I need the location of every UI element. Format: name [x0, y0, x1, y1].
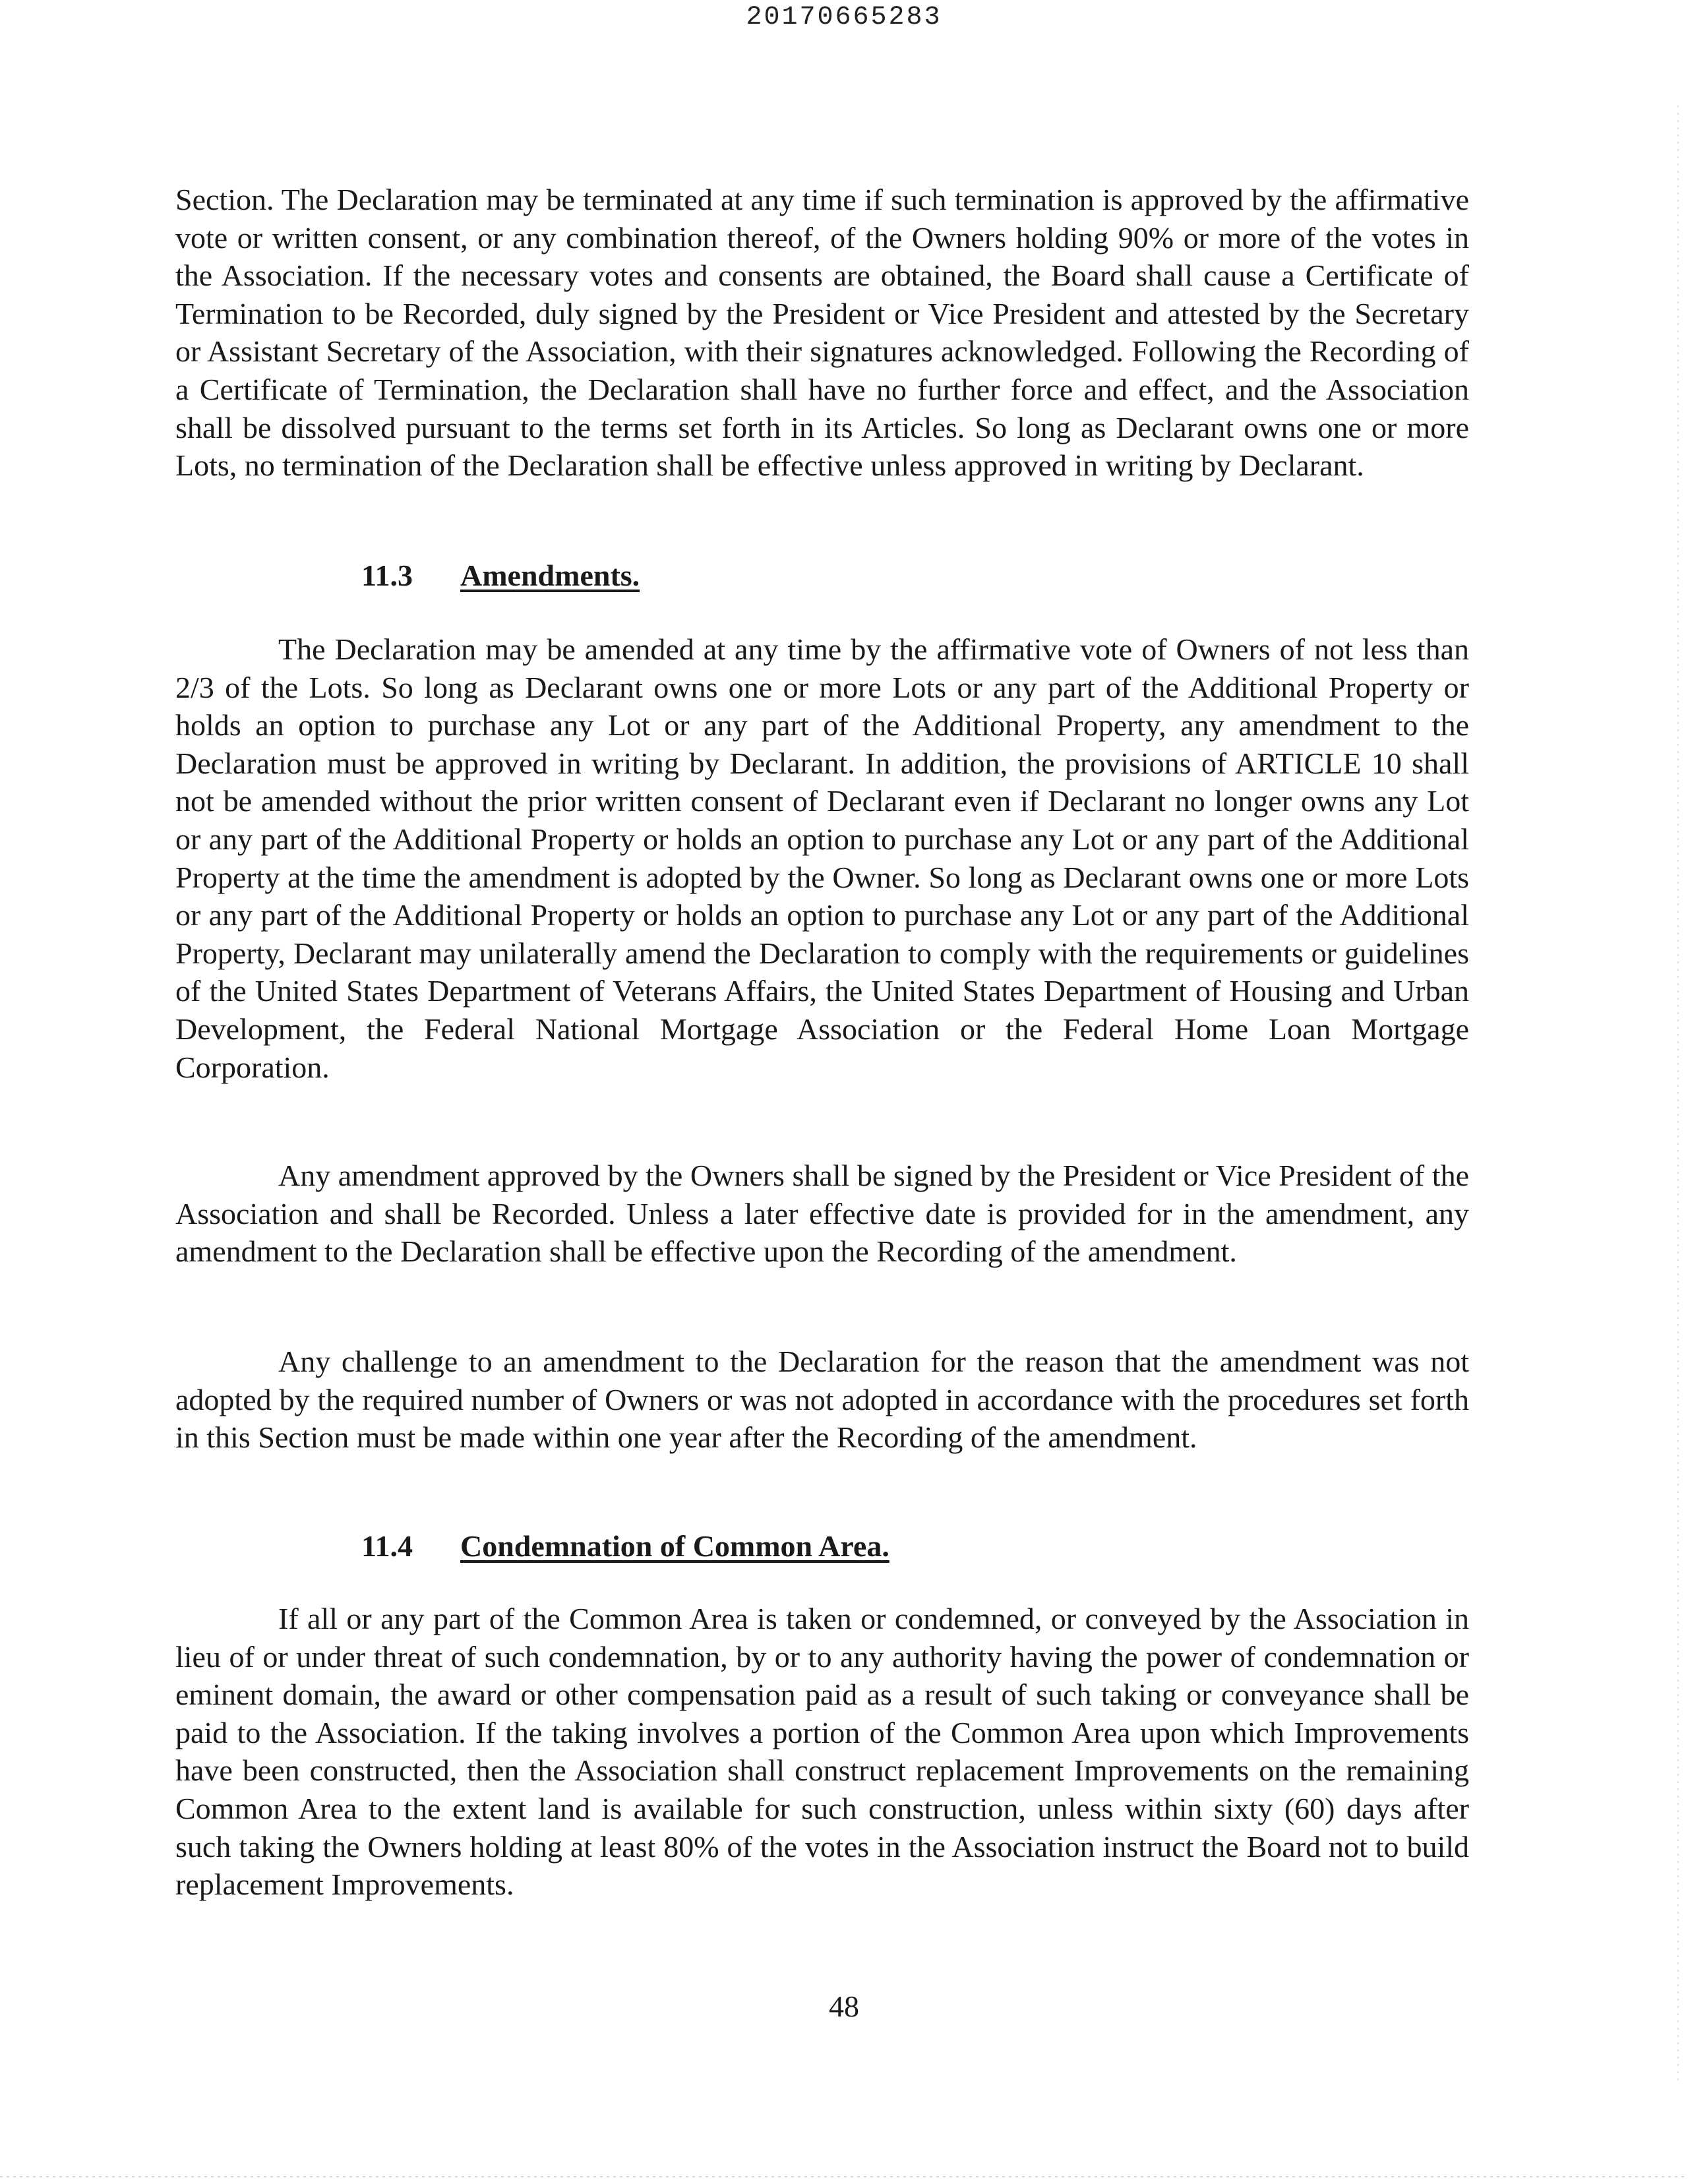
- section-heading-amendments: [361, 558, 640, 593]
- section-title: Amendments.: [460, 559, 640, 592]
- section-number: 11.4: [361, 1529, 413, 1563]
- paragraph-termination: Section. The Declaration may be terminated at any time if such termination is approved by the affirmative vote or written consent, or any combination thereof, of the Owners holding 90% or more of the votes in the Association. If the necessary votes and consents are obtained, the Board shall cause a Certificate of Termination to be Recorded, duly signed by the President or Vice President and attested by the Secretary or Assistant Secretary of the Association, with their signatures acknowledged. Following the Recording of a Certificate of Termination, the Declaration shall have no further force and effect, and the Association shall be dissolved pursuant to the terms set forth in its Articles. So long as Declarant owns one or more Lots, no termination of the Declaration shall be effective unless approved in writing by Declarant.: [175, 183, 1469, 483]
- paragraph-amendment-signing: Any amendment approved by the Owners shall be signed by the President or Vice President of the Association and shall be Recorded. Unless a later effective date is provided for in the amendment, any amendment to the Declaration shall be effective upon the Recording of the amendment.: [175, 1159, 1469, 1269]
- paragraph-amendment-challenge: Any challenge to an amendment to the Declaration for the reason that the amendment was not adopted by the required number of Owners or was not adopted in accordance with the procedures set forth in this Section must be made within one year after the Recording of the amendment.: [175, 1345, 1469, 1455]
- page-number: 48: [829, 1989, 859, 2023]
- scan-edge-right: [1677, 106, 1679, 2084]
- section-heading-condemnation: [361, 1529, 889, 1563]
- document-number: 20170665283: [746, 3, 942, 32]
- section-number: 11.3: [361, 559, 413, 592]
- paragraph-condemnation: If all or any part of the Common Area is taken or condemned, or conveyed by the Association in lieu of or under threat of such condemnation, by or to any authority having the power of condemnation or eminent domain, the award or other compensation paid as a result of such taking or conveyance shall be paid to the Association. If the taking involves a portion of the Common Area upon which Improvements have been constructed, then the Association shall construct replacement Improvements on the remaining Common Area to the extent land is available for such construction, unless within sixty (60) days after such taking the Owners holding at least 80% of the votes in the Association instruct the Board not to build replacement Improvements.: [175, 1602, 1469, 1902]
- paragraph-amendments: The Declaration may be amended at any time by the affirmative vote of Owners of not less than 2/3 of the Lots. So long as Declarant owns one or more Lots or any part of the Additional Property or holds an option to purchase any Lot or any part of the Additional Property, any amendment to the Declaration must be approved in writing by Declarant. In addition, the provisions of ARTICLE 10 shall not be amended without the prior written consent of Declarant even if Declarant no longer owns any Lot or any part of the Additional Property or holds an option to purchase any Lot or any part of the Additional Property at the time the amendment is adopted by the Owner. So long as Declarant owns one or more Lots or any part of the Additional Property or holds an option to purchase any Lot or any part of the Additional Property, Declarant may unilaterally amend the Declaration to comply with the requirements or guidelines of the United States Department of Veterans Affairs, the United States Department of Housing and Urban Development, the Federal National Mortgage Association or the Federal Home Loan Mortgage Corporation.: [175, 632, 1469, 1084]
- section-title: Condemnation of Common Area.: [460, 1529, 889, 1563]
- scan-edge-bottom: [0, 2176, 1688, 2177]
